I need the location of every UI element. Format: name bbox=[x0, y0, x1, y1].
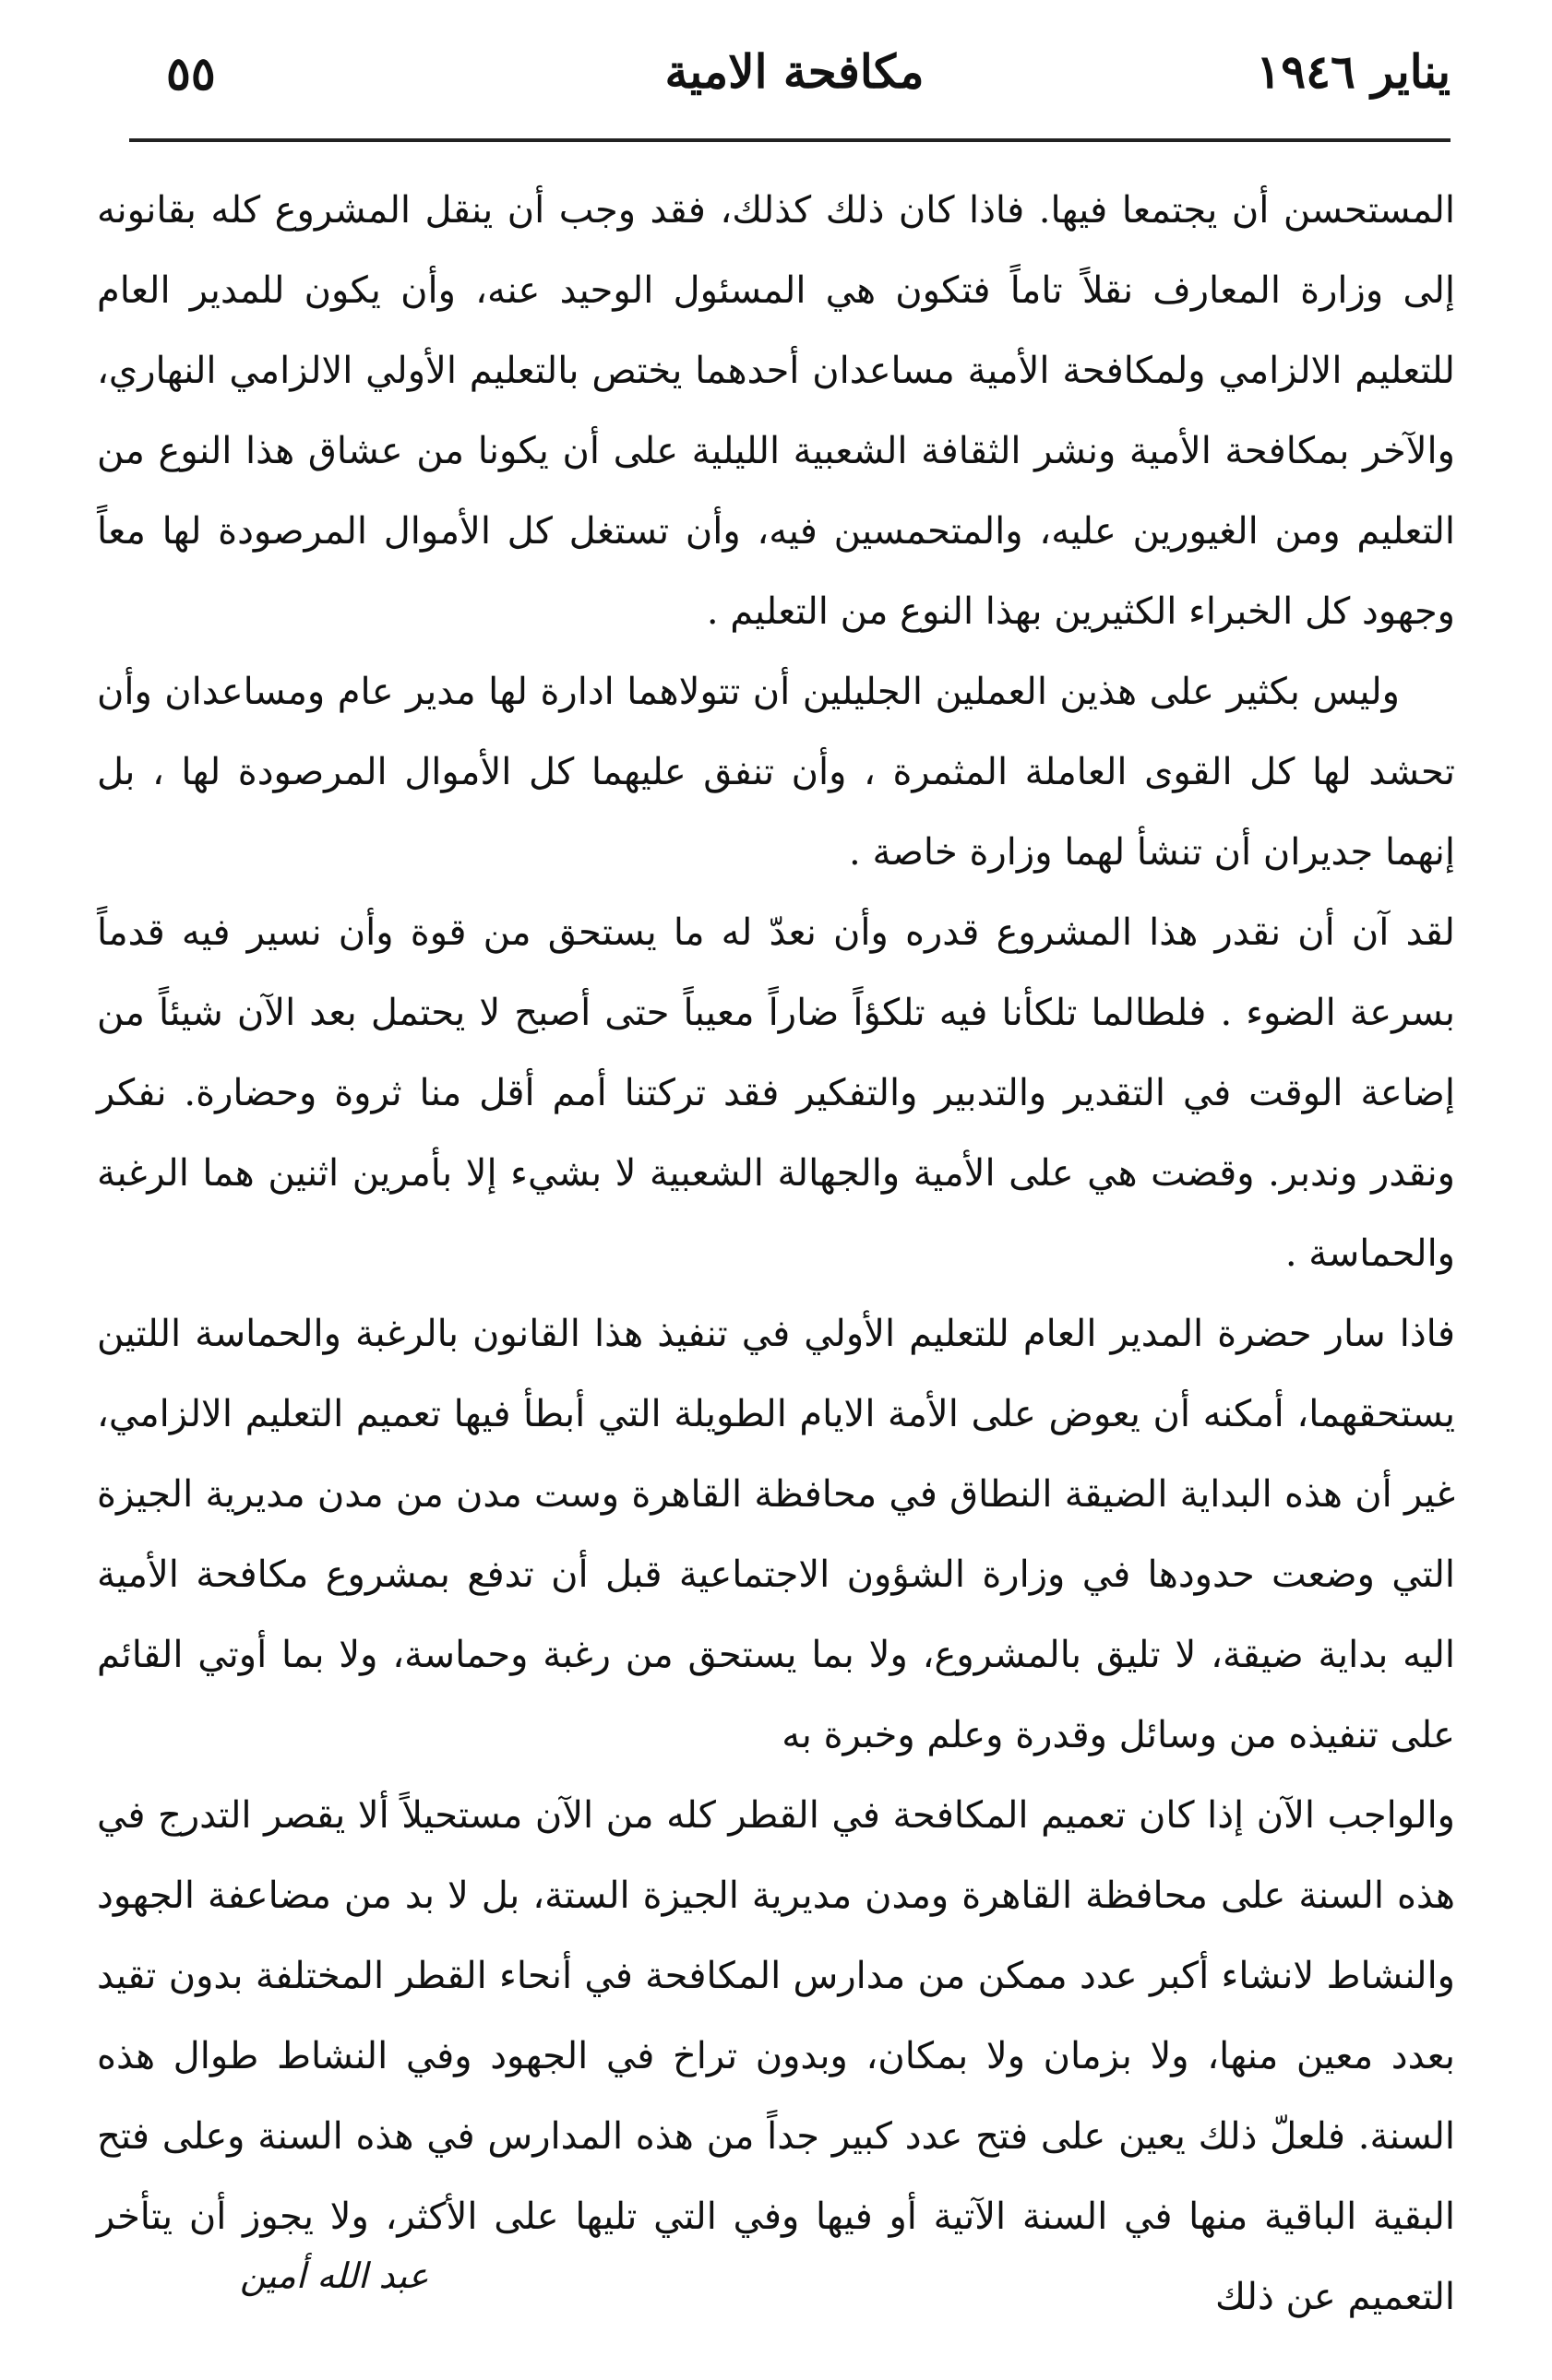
paragraph-2: وليس بكثير على هذين العملين الجليلين أن تتولاهما ادارة لها مدير عام ومساعدان وأن تحشد لها كل القوى العاملة المثمرة ، وأن تنفق عليهما كل الأموال المرصودة لها ، بل إنهما جديران أن تنشأ لهما وزارة خاصة . bbox=[97, 671, 1455, 874]
header-rule bbox=[129, 138, 1451, 142]
author-signature: عبد الله أمين bbox=[240, 2255, 429, 2296]
paragraph-5: والواجب الآن إذا كان تعميم المكافحة في القطر كله من الآن مستحيلاً ألا يقصر التدرج في هذه السنة على محافظة القاهرة ومدن مديرية الجيزة الستة، بل لا بد من مضاعفة الجهود والنشاط لانشاء أكبر عدد ممكن من مدارس المكافحة في أنحاء القطر المختلفة بدون تقيد بعدد معين منها، ولا بزمان ولا بمكان، وبدون تراخ في الجهود وفي النشاط طوال هذه السنة. فلعلّ ذلك يعين على فتح عدد كبير جداً من هذه المدارس في هذه السنة وعلى فتح البقية الباقية منها في السنة الآتية أو فيها وفي التي تليها على الأكثر، ولا يجوز أن يتأخر التعميم عن ذلك bbox=[97, 1794, 1456, 2318]
running-head bbox=[138, 37, 1451, 111]
article-body bbox=[97, 171, 1455, 2338]
paragraph-3: لقد آن أن نقدر هذا المشروع قدره وأن نعدّ له ما يستحق من قوة وأن نسير فيه قدماً بسرعة الضوء . فلطالما تلكأنا فيه تلكؤاً ضاراً معيباً حتى أصبح لا يحتمل بعد الآن شيئاً من إضاعة الوقت في التقدير والتدبير والتفكير فقد تركتنا أمم أقل منا ثروة وحضارة. نفكر ونقدر وندبر. وقضت هي على الأمية والجهالة الشعبية لا بشيء إلا بأمرين اثنين هما الرغبة والحماسة . bbox=[97, 911, 1455, 1275]
issue-date: يناير ١٩٤٦ bbox=[1256, 44, 1451, 99]
paragraph-1: المستحسن أن يجتمعا فيها. فاذا كان ذلك كذلك، فقد وجب أن ينقل المشروع كله بقانونه إلى وزارة المعارف نقلاً تاماً فتكون هي المسئول الوحيد عنه، وأن يكون للمدير العام للتعليم الالزامي ولمكافحة الأمية مساعدان أحدهما يختص بالتعليم الأولي الالزامي النهاري، والآخر بمكافحة الأمية ونشر الثقافة الشعبية الليلية على أن يكونا من عشاق هذا النوع من التعليم ومن الغيورين عليه، والمتحمسين فيه، وأن تستغل كل الأموال المرصودة لها معاً وجهود كل الخبراء الكثيرين بهذا النوع من التعليم . bbox=[97, 189, 1455, 633]
page-title: مكافحة الامية bbox=[664, 44, 925, 99]
page-number: ٥٥ bbox=[166, 46, 216, 101]
paragraph-4: فاذا سار حضرة المدير العام للتعليم الأولي في تنفيذ هذا القانون بالرغبة والحماسة اللتين يستحقهما، أمكنه أن يعوض على الأمة الايام الطويلة التي أبطأ فيها تعميم التعليم الالزامي، غير أن هذه البداية الضيقة النطاق في محافظة القاهرة وست مدن من مدن مديرية الجيزة التي وضعت حدودها في وزارة الشؤون الاجتماعية قبل أن تدفع بمشروع مكافحة الأمية اليه بداية ضيقة، لا تليق بالمشروع، ولا بما يستحق من رغبة وحماسة، ولا بما أوتي القائم على تنفيذه من وسائل وقدرة وعلم وخبرة به bbox=[97, 1313, 1456, 1756]
